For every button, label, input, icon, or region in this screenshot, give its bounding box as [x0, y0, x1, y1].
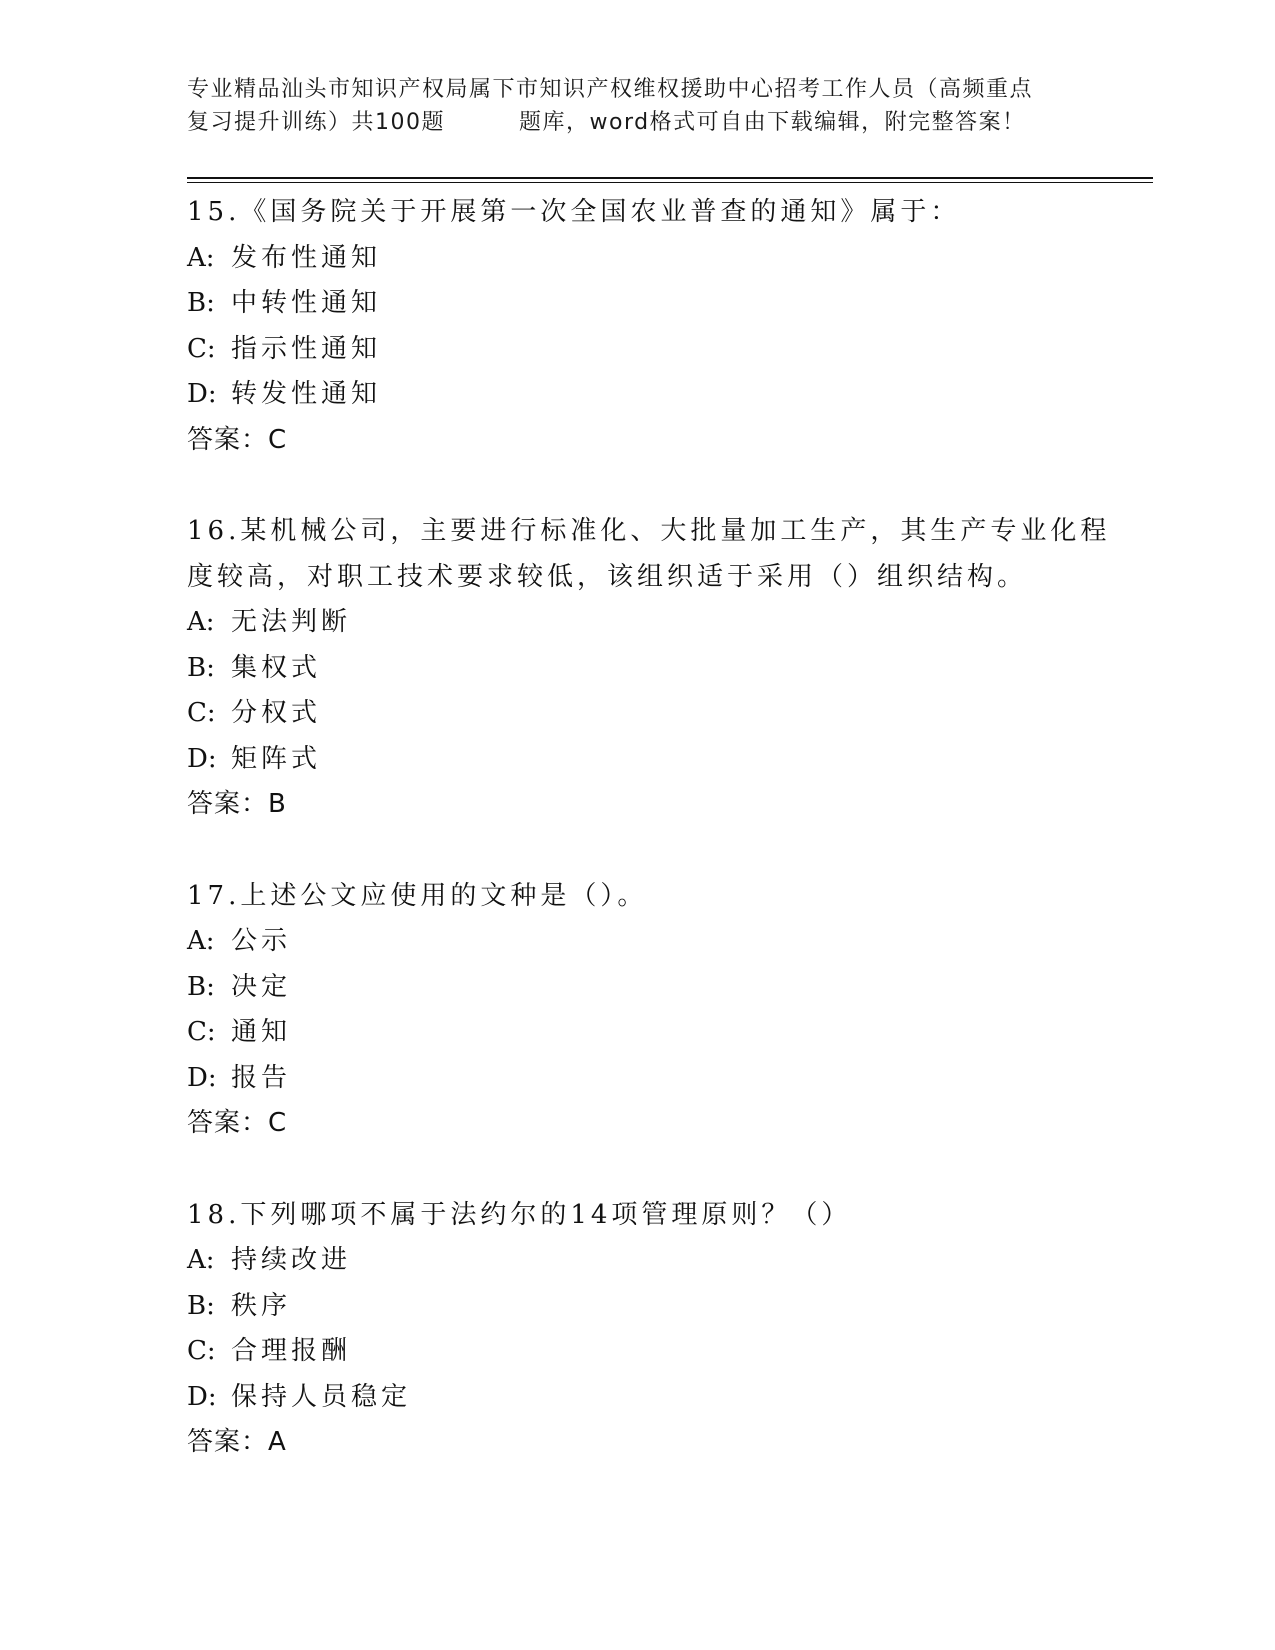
option-d: [187, 1375, 1127, 1421]
option-d: [187, 1056, 1127, 1102]
option-text: 秩序: [231, 1290, 292, 1321]
question-text: 16.某机械公司，主要进行标准化、大批量加工生产，其生产专业化程度较高，对职工技术要求较低，该组织适于采用（）组织结构。: [187, 516, 1111, 592]
question-text: 15.《国务院关于开展第一次全国农业普查的通知》属于：: [187, 197, 961, 227]
option-label: A:: [187, 926, 215, 956]
option-b: [187, 646, 1127, 692]
option-a: [187, 600, 1127, 646]
option-text: 合理报酬: [231, 1336, 352, 1366]
option-c: [187, 1329, 1127, 1375]
option-label: C:: [187, 1017, 216, 1047]
option-text: 公示: [231, 926, 292, 956]
option-text: 分权式: [231, 698, 322, 728]
option-text: 决定: [231, 971, 292, 1002]
answer-line: 答案：A: [187, 1427, 287, 1457]
header-title-line-2: [187, 106, 1087, 139]
option-d: [187, 372, 1127, 418]
option-label: D:: [187, 743, 217, 774]
option-text: 保持人员稳定: [231, 1381, 412, 1412]
option-label: B:: [187, 1290, 215, 1321]
option-text: 无法判断: [231, 607, 352, 637]
option-text: 发布性通知: [231, 242, 382, 273]
header-title-line-2-part-1: 复习提升训练）共100题: [187, 110, 445, 135]
question-18: [187, 1193, 1127, 1466]
option-label: A:: [187, 242, 215, 273]
question-16: [187, 509, 1127, 828]
option-text: 集权式: [231, 652, 322, 683]
header-divider-thick: [187, 177, 1153, 179]
option-label: D:: [187, 379, 217, 409]
option-text: 转发性通知: [231, 379, 382, 409]
option-label: A:: [187, 607, 215, 637]
option-c: [187, 1010, 1127, 1056]
option-a: [187, 919, 1127, 965]
question-text: 18.下列哪项不属于法约尔的14项管理原则？（）: [187, 1199, 852, 1230]
option-label: A:: [187, 1245, 215, 1275]
option-b: [187, 1284, 1127, 1330]
option-d: [187, 737, 1127, 783]
option-c: [187, 327, 1127, 373]
header-divider-thin: [187, 182, 1153, 183]
answer-line: 答案：B: [187, 789, 287, 819]
option-a: [187, 236, 1127, 282]
header-title-line-1: 专业精品汕头市知识产权局属下市知识产权维权援助中心招考工作人员（高频重点: [187, 77, 1034, 102]
option-label: C:: [187, 333, 216, 364]
option-label: B:: [187, 652, 215, 683]
question-text: 17.上述公文应使用的文种是（）。: [187, 880, 648, 911]
option-text: 矩阵式: [231, 743, 322, 774]
option-label: D:: [187, 1062, 217, 1093]
option-text: 指示性通知: [231, 333, 382, 364]
option-text: 中转性通知: [231, 288, 382, 318]
option-label: C:: [187, 698, 216, 728]
option-label: B:: [187, 288, 215, 318]
option-text: 报告: [231, 1062, 292, 1093]
option-b: [187, 965, 1127, 1011]
answer-line: 答案：C: [187, 424, 288, 455]
option-label: B:: [187, 971, 215, 1002]
option-label: D:: [187, 1381, 217, 1412]
option-c: [187, 691, 1127, 737]
question-17: [187, 874, 1127, 1147]
question-15: [187, 190, 1127, 463]
answer-line: 答案：C: [187, 1108, 288, 1138]
option-a: [187, 1238, 1127, 1284]
option-text: 通知: [231, 1017, 292, 1047]
option-b: [187, 281, 1127, 327]
option-label: C:: [187, 1336, 216, 1366]
option-text: 持续改进: [231, 1245, 352, 1275]
document-header: [187, 73, 1087, 139]
header-title-line-2-part-2: 题库，word格式可自由下载编辑，附完整答案！: [519, 110, 1026, 135]
question-list: [187, 190, 1127, 1512]
